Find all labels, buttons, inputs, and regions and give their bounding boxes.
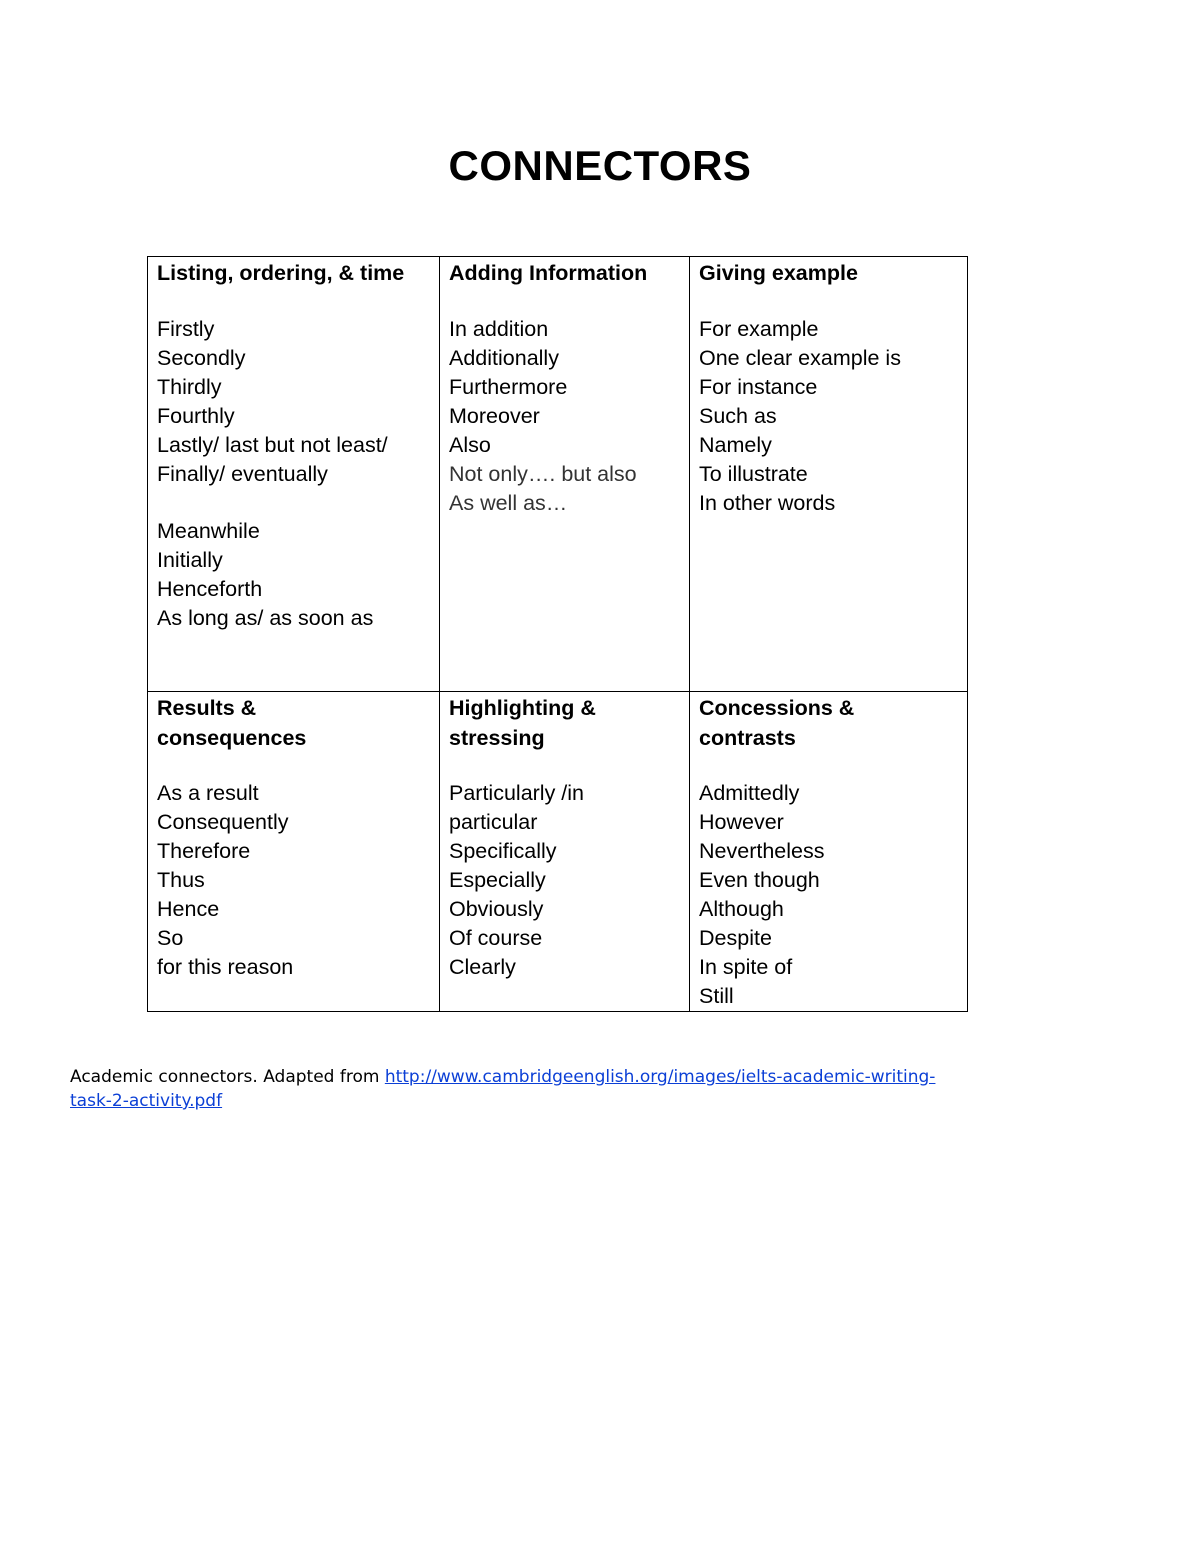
heading-line: Highlighting & xyxy=(449,696,596,720)
table-cell-concessions xyxy=(690,692,968,1012)
heading-line: stressing xyxy=(449,725,545,750)
list-item: Specifically xyxy=(449,839,557,863)
heading-text: Listing, ordering, & time xyxy=(157,261,405,285)
heading-line: Results & xyxy=(157,696,257,720)
cell-heading: Giving example xyxy=(699,261,858,285)
list-item: For instance xyxy=(699,374,818,399)
list-item: As long as/ as soon as xyxy=(157,605,374,630)
list-item: As a result xyxy=(157,781,259,805)
table-cell-highlighting xyxy=(440,692,690,1012)
list-item: Thirdly xyxy=(157,374,222,399)
list-item: Fourthly xyxy=(157,403,235,428)
list-item: So xyxy=(157,926,184,950)
list-item: Thus xyxy=(157,868,205,892)
list-item: particular xyxy=(449,810,538,834)
footnote-text: Academic connectors. Adapted from xyxy=(70,1067,385,1087)
table-cell-adding xyxy=(440,257,690,692)
list-item: In addition xyxy=(449,316,549,341)
connector-list xyxy=(449,779,683,982)
list-item: For example xyxy=(699,316,819,341)
list-item: Clearly xyxy=(449,955,516,979)
table-row xyxy=(148,257,968,692)
table-cell-listing xyxy=(148,257,440,692)
list-item: Meanwhile xyxy=(157,518,260,543)
connector-list xyxy=(157,315,433,489)
list-item: Secondly xyxy=(157,345,246,370)
connector-list xyxy=(157,517,433,633)
list-item: Moreover xyxy=(449,403,540,428)
list-item: Particularly /in xyxy=(449,781,585,805)
connector-list xyxy=(699,779,961,1011)
list-item: Not only…. but also xyxy=(449,461,637,486)
cell-heading xyxy=(157,694,433,753)
list-item: However xyxy=(699,810,784,834)
source-link-line1: http://www.cambridgeenglish.org/images/ielts-academic-writing- xyxy=(384,1067,936,1087)
list-item: Initially xyxy=(157,547,223,572)
list-item: Also xyxy=(449,432,491,457)
list-item: Even though xyxy=(699,868,820,892)
heading-line: consequences xyxy=(157,725,307,750)
list-item: Firstly xyxy=(157,316,215,341)
list-item: Still xyxy=(699,984,734,1008)
connector-list xyxy=(449,315,683,518)
source-link-line2: task-2-activity.pdf xyxy=(70,1091,223,1111)
connector-list xyxy=(157,779,433,982)
list-item: Such as xyxy=(699,403,777,428)
list-item: To illustrate xyxy=(699,461,808,486)
list-item: Furthermore xyxy=(449,374,568,399)
list-item: Obviously xyxy=(449,897,544,921)
list-item: Henceforth xyxy=(157,576,263,601)
page-title: CONNECTORS xyxy=(448,142,752,189)
list-item: In spite of xyxy=(699,955,793,979)
list-item: Despite xyxy=(699,926,772,950)
list-item: Consequently xyxy=(157,810,289,834)
list-item: for this reason xyxy=(157,955,294,979)
list-item: Finally/ eventually xyxy=(157,461,328,486)
list-item: Admittedly xyxy=(699,781,800,805)
table-cell-results xyxy=(148,692,440,1012)
list-item: One clear example is xyxy=(699,345,901,370)
heading-line: Concessions & xyxy=(699,696,855,720)
list-item: Hence xyxy=(157,897,220,921)
list-item: As well as… xyxy=(449,490,568,515)
cell-heading: Adding Information xyxy=(449,261,648,285)
cell-heading xyxy=(449,694,683,753)
list-item: Nevertheless xyxy=(699,839,825,863)
list-item: Although xyxy=(699,897,784,921)
list-item: Lastly/ last but not least/ xyxy=(157,432,388,457)
source-footnote xyxy=(70,1065,1010,1113)
connectors-table xyxy=(147,256,968,1012)
list-item: Therefore xyxy=(157,839,251,863)
list-item: Especially xyxy=(449,868,546,892)
cell-heading xyxy=(699,694,961,753)
cell-heading xyxy=(157,259,433,289)
heading-line: contrasts xyxy=(699,725,796,750)
list-item: Namely xyxy=(699,432,772,457)
table-cell-example xyxy=(690,257,968,692)
list-item: Of course xyxy=(449,926,543,950)
table-row xyxy=(148,692,968,1012)
connector-list xyxy=(699,315,961,518)
list-item: In other words xyxy=(699,490,836,515)
list-item: Additionally xyxy=(449,345,559,370)
